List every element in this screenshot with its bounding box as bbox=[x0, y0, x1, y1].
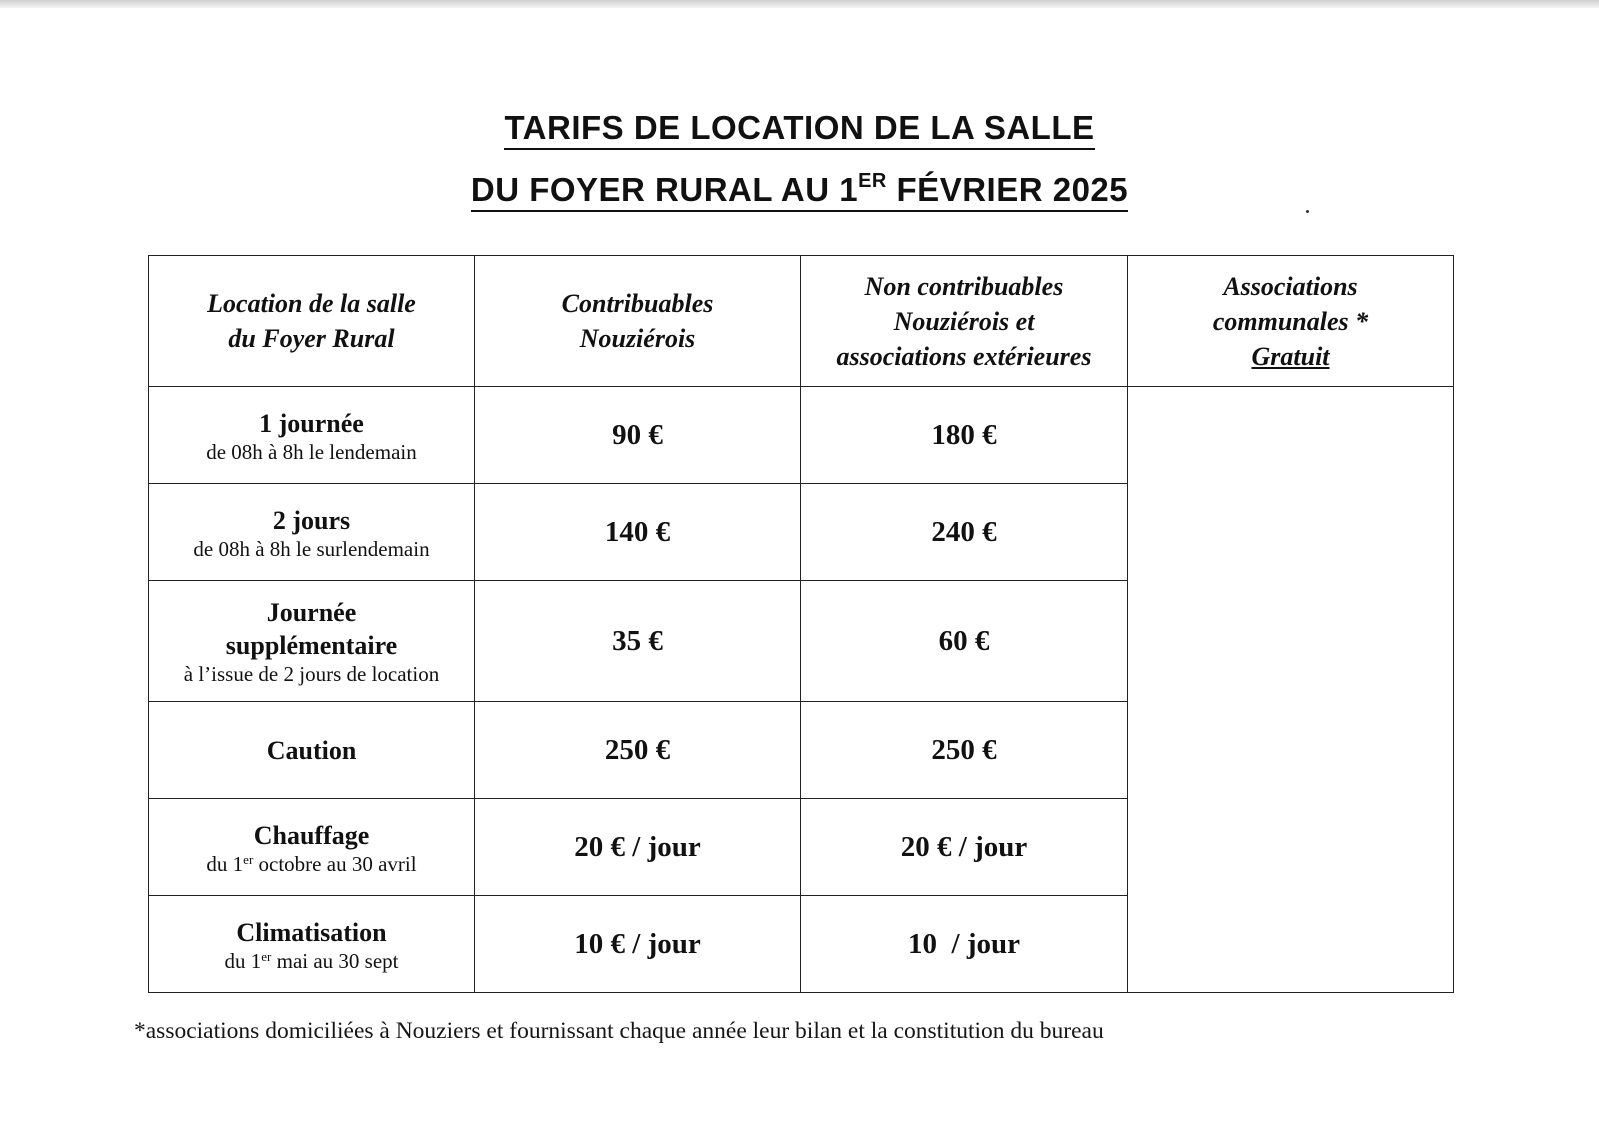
row-label-title: 2 jours bbox=[272, 505, 351, 535]
price-contribuables: 90 € bbox=[475, 387, 801, 484]
price-non-contribuables: 10 / jour bbox=[801, 896, 1128, 993]
document-title bbox=[0, 100, 1599, 224]
row-label-subtitle: à l’issue de 2 jours de location bbox=[183, 662, 440, 686]
row-label-subtitle bbox=[155, 949, 468, 973]
header-non-contribuables-line2: Nouziérois et bbox=[893, 306, 1035, 336]
title-line-2-suffix: FÉVRIER 2025 bbox=[886, 171, 1129, 208]
header-non-contribuables-line1: Non contribuables bbox=[864, 271, 1064, 301]
table-row bbox=[149, 387, 1454, 484]
header-associations-line2: communales * bbox=[1212, 306, 1369, 336]
price-contribuables: 10 € / jour bbox=[475, 896, 801, 993]
row-label-journee-supplementaire bbox=[149, 581, 475, 702]
associations-empty-cell bbox=[1128, 387, 1454, 993]
row-label-title: Chauffage bbox=[253, 820, 370, 850]
title-line-1: TARIFS DE LOCATION DE LA SALLE bbox=[504, 108, 1094, 150]
header-associations-gratuit: Gratuit bbox=[1251, 341, 1330, 371]
row-label-2-jours bbox=[149, 484, 475, 581]
row-label-caution bbox=[149, 702, 475, 799]
row-label-subtitle: de 08h à 8h le surlendemain bbox=[193, 536, 430, 561]
header-contribuables-line2: Nouziérois bbox=[579, 324, 696, 353]
subtitle-prefix: du 1 bbox=[224, 948, 262, 973]
subtitle-prefix: du 1 bbox=[206, 851, 244, 876]
title-line-2-prefix: DU FOYER RURAL AU 1 bbox=[470, 171, 859, 208]
row-label-title: 1 journée bbox=[259, 408, 364, 438]
header-location bbox=[149, 256, 475, 387]
table-header-row bbox=[149, 256, 1454, 387]
header-location-line2: du Foyer Rural bbox=[228, 324, 395, 353]
subtitle-superscript: er bbox=[243, 851, 254, 867]
price-contribuables: 20 € / jour bbox=[475, 799, 801, 896]
scan-speck bbox=[1306, 210, 1309, 213]
row-label-title: Climatisation bbox=[236, 917, 387, 947]
scan-top-edge bbox=[0, 0, 1599, 8]
row-label-title-line2: supplémentaire bbox=[225, 631, 398, 660]
header-contribuables-line1: Contribuables bbox=[561, 289, 714, 318]
header-associations-line1: Associations bbox=[1223, 271, 1358, 301]
price-non-contribuables: 180 € bbox=[801, 387, 1128, 484]
title-line-2 bbox=[471, 170, 1128, 212]
price-non-contribuables: 20 € / jour bbox=[801, 799, 1128, 896]
price-non-contribuables: 250 € bbox=[801, 702, 1128, 799]
row-label-title: Caution bbox=[266, 735, 357, 765]
price-contribuables: 140 € bbox=[475, 484, 801, 581]
header-non-contribuables bbox=[801, 256, 1128, 387]
pricing-table bbox=[148, 255, 1454, 993]
price-non-contribuables: 240 € bbox=[801, 484, 1128, 581]
price-contribuables: 35 € bbox=[475, 581, 801, 702]
row-label-subtitle: de 08h à 8h le lendemain bbox=[206, 439, 417, 464]
header-associations bbox=[1128, 256, 1454, 387]
subtitle-suffix: octobre au 30 avril bbox=[253, 851, 417, 876]
row-label-chauffage bbox=[149, 799, 475, 896]
price-contribuables: 250 € bbox=[475, 702, 801, 799]
header-location-line1: Location de la salle bbox=[207, 289, 416, 318]
row-label-1-journee bbox=[149, 387, 475, 484]
row-label-title-line1: Journée bbox=[266, 598, 357, 627]
price-non-contribuables: 60 € bbox=[801, 581, 1128, 702]
footnote: *associations domiciliées à Nouziers et fournissant chaque année leur bilan et la constitution du bureau bbox=[134, 1018, 1104, 1044]
header-contribuables bbox=[475, 256, 801, 387]
title-line-2-superscript: ER bbox=[858, 170, 887, 192]
subtitle-suffix: mai au 30 sept bbox=[271, 948, 399, 973]
header-non-contribuables-line3: associations extérieures bbox=[836, 341, 1092, 371]
row-label-climatisation bbox=[149, 896, 475, 993]
row-label-subtitle bbox=[155, 852, 468, 876]
subtitle-superscript: er bbox=[261, 948, 272, 964]
